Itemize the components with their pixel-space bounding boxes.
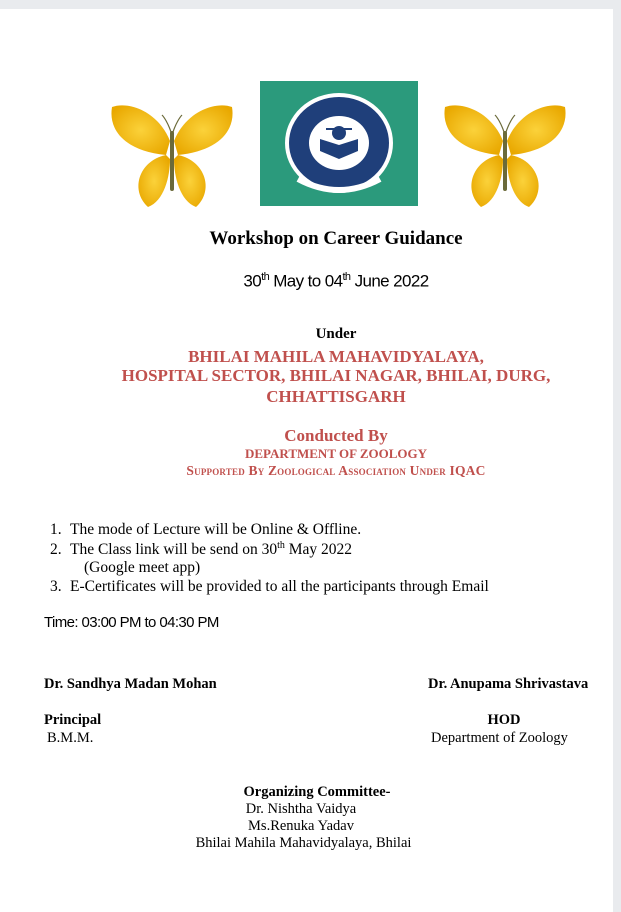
workshop-time: Time: 03:00 PM to 04:30 PM: [44, 614, 219, 631]
committee-member: Ms.Renuka Yadav: [248, 818, 354, 834]
list-item: 2. The Class link will be send on 30th May 2022: [50, 540, 353, 559]
department-name: DEPARTMENT OF ZOOLOGY: [244, 446, 428, 461]
committee-heading: Organizing Committee-: [243, 784, 391, 800]
butterfly-left-icon: [108, 101, 236, 211]
list-item-subnote: (Google meet app): [84, 559, 201, 576]
principal-role: Principal: [44, 712, 102, 728]
committee-member: Dr. Nishtha Vaidya: [245, 801, 357, 817]
college-name-line2: HOSPITAL SECTOR, BHILAI NAGAR, BHILAI, DURG,: [121, 366, 551, 385]
principal-name: Dr. Sandhya Madan Mohan: [44, 676, 217, 692]
hod-org: Department of Zoology: [431, 730, 568, 746]
principal-org: B.M.M.: [47, 730, 94, 746]
workshop-title: Workshop on Career Guidance: [209, 228, 463, 249]
butterfly-right-icon: [441, 101, 569, 211]
college-logo: [260, 81, 418, 206]
committee-member: Bhilai Mahila Mahavidyalaya, Bhilai: [195, 835, 412, 851]
list-item: 3. E-Certificates will be provided to all the participants through Email: [50, 578, 489, 595]
conducted-by-label: Conducted By: [284, 426, 388, 445]
college-name-line3: CHHATTISGARH: [266, 387, 406, 406]
workshop-dates: 30th May to 04th June 2022: [243, 271, 429, 291]
hod-name: Dr. Anupama Shrivastava: [428, 676, 589, 692]
college-name-line1: BHILAI MAHILA MAHAVIDYALAYA,: [188, 347, 484, 366]
under-label: Under: [315, 326, 357, 342]
hod-role: HOD: [487, 712, 521, 728]
list-item: 1. The mode of Lecture will be Online & Offline.: [50, 521, 362, 538]
supported-by-line: Supported By Zoological Association Under IQAC: [186, 463, 486, 478]
